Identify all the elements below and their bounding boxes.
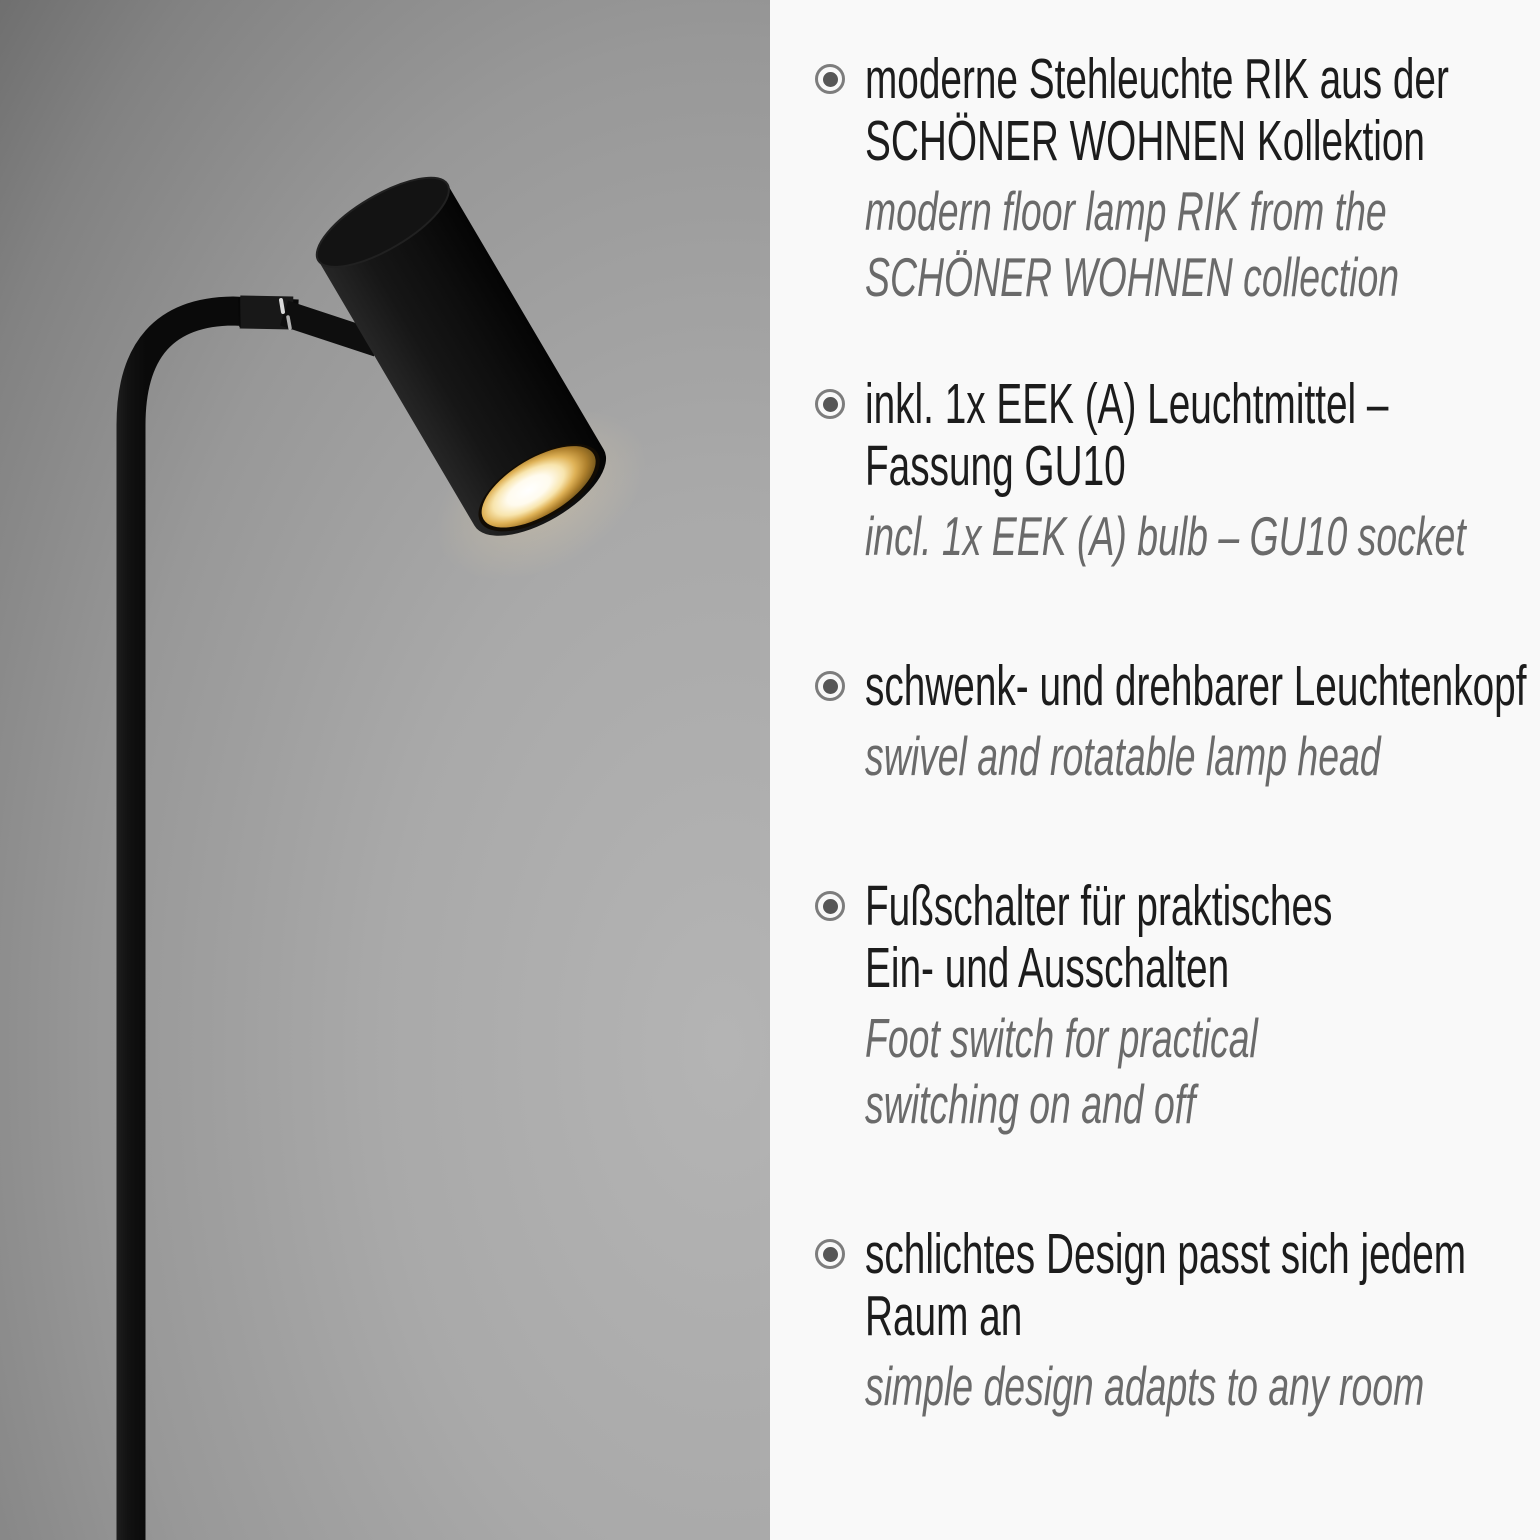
radio-dot-icon: [815, 671, 845, 701]
feature-en-line: Foot switch for practical: [865, 1007, 1258, 1069]
feature-text: [865, 655, 1527, 789]
feature-de-line: Fußschalter für praktisches: [865, 874, 1333, 938]
feature-text: [865, 875, 1332, 1137]
feature-en-line: SCHÖNER WOHNEN collection: [865, 246, 1400, 308]
feature-text-de: [865, 1223, 1466, 1347]
feature-item-2: [815, 373, 1540, 569]
radio-dot-inner: [823, 899, 838, 914]
feature-text-en: [865, 723, 1527, 789]
lamp-joint-seam: [239, 298, 240, 327]
lamp-head: [305, 161, 622, 555]
feature-de-line: inkl. 1x EEK (A) Leuchtmittel –: [865, 372, 1389, 436]
feature-de-line: moderne Stehleuchte RIK aus der: [865, 47, 1449, 111]
feature-de-line: SCHÖNER WOHNEN Kollektion: [865, 109, 1425, 173]
feature-text-en: [865, 1005, 1332, 1137]
lamp-stem: [131, 311, 298, 1540]
feature-text-de: [865, 875, 1332, 999]
radio-dot-inner: [823, 1247, 838, 1262]
feature-de-line: Raum an: [865, 1284, 1023, 1348]
feature-de-line: schlichtes Design passt sich jedem: [865, 1222, 1467, 1286]
radio-dot-icon: [815, 389, 845, 419]
feature-item-5: [815, 1223, 1540, 1419]
feature-en-line: incl. 1x EEK (A) bulb – GU10 socket: [865, 505, 1466, 567]
radio-dot-inner: [823, 397, 838, 412]
feature-panel: [770, 0, 1540, 1540]
feature-item-3: [815, 655, 1540, 789]
feature-de-line: Ein- und Ausschalten: [865, 936, 1230, 1000]
radio-dot-inner: [823, 72, 838, 87]
joint-highlight: [281, 300, 283, 312]
feature-text-de: [865, 373, 1466, 497]
feature-en-line: swivel and rotatable lamp head: [865, 725, 1381, 787]
feature-de-line: Fassung GU10: [865, 434, 1126, 498]
feature-text-en: [865, 503, 1466, 569]
radio-dot-icon: [815, 64, 845, 94]
feature-en-line: modern floor lamp RIK from the: [865, 180, 1387, 242]
feature-text: [865, 48, 1449, 310]
feature-text-en: [865, 1353, 1466, 1419]
feature-text: [865, 1223, 1466, 1419]
feature-en-line: simple design adapts to any room: [865, 1355, 1425, 1417]
joint-highlight: [288, 317, 290, 328]
feature-item-1: [815, 48, 1540, 310]
radio-dot-icon: [815, 1239, 845, 1269]
feature-en-line: switching on and off: [865, 1073, 1196, 1135]
feature-list: [815, 48, 1540, 1419]
feature-text-de: [865, 48, 1449, 172]
feature-text: [865, 373, 1466, 569]
feature-text-de: [865, 655, 1527, 717]
radio-dot-inner: [823, 679, 838, 694]
feature-item-4: [815, 875, 1540, 1137]
radio-dot-icon: [815, 891, 845, 921]
feature-text-en: [865, 178, 1449, 310]
feature-de-line: schwenk- und drehbarer Leuchtenkopf: [865, 654, 1527, 718]
